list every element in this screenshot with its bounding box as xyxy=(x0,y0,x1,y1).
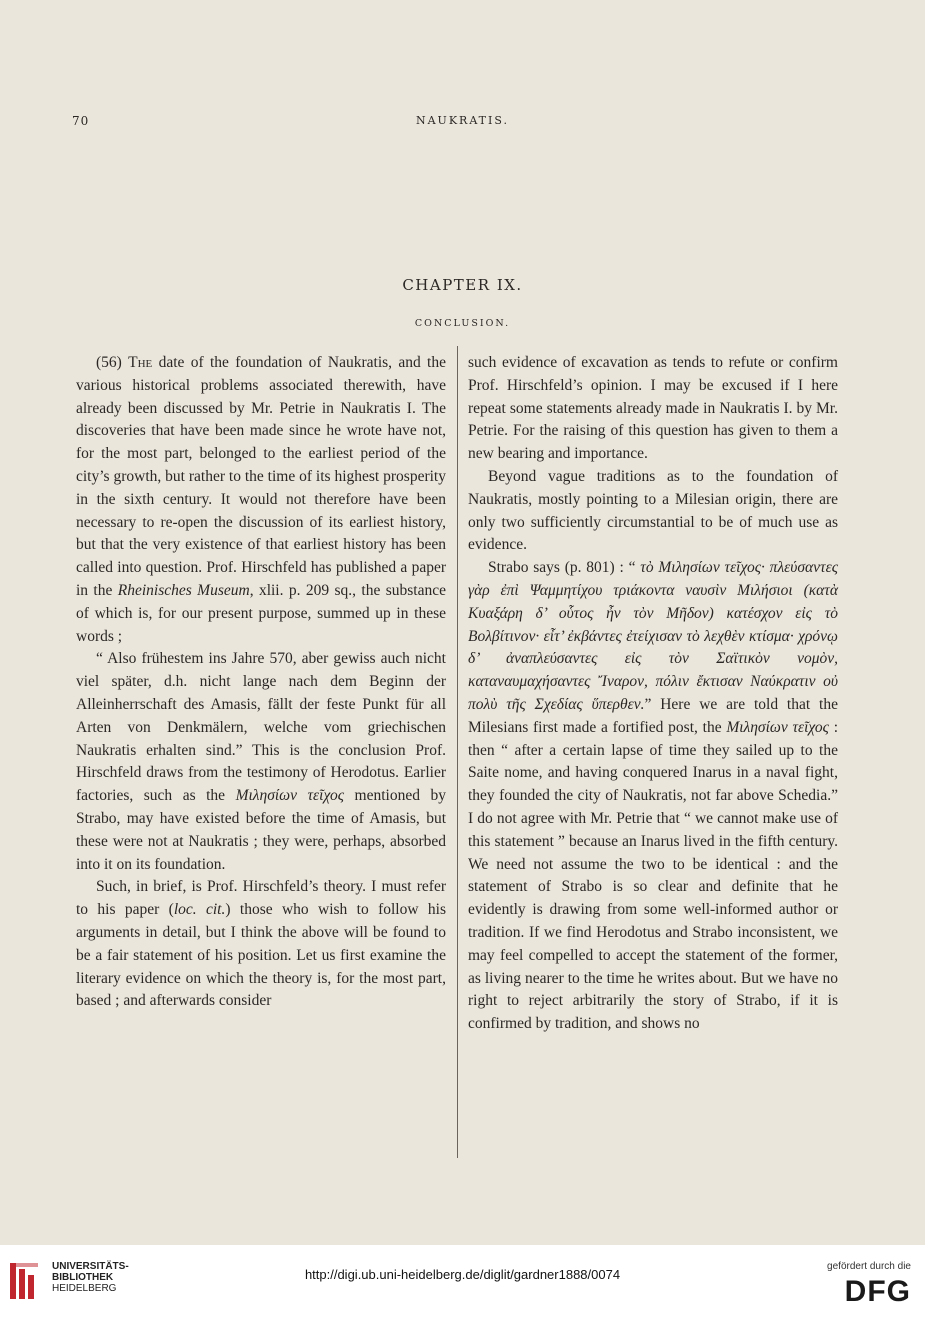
running-title: NAUKRATIS. xyxy=(415,114,509,127)
paragraph-text: : then “ after a certain lapse of time they sailed up to the Saite nome, and having conquered Inarus in a naval fight, they founded the city of Naukratis, not far above Schedia.” I do not agree with Mr. Petrie that “ we cannot make use of this statement ” because an Inarus lived in the fifth century. We need not assume the two to be identical : and the statement of Strabo is so clear and definite that he evidently is drawing from some well-informed author or tradition. If we find Herodotus and Strabo inconsistent, we may feel compelled to accept the statement of the former, as living nearer to the time he writes about. But we have no right to reject arbitrarily the story of Strabo, if it is confirmed by tradition, and shows no xyxy=(468,718,839,1033)
column-divider xyxy=(457,346,458,1158)
paragraph xyxy=(76,876,446,1013)
paragraph-text: , xlii. p. 209 sq., the substance of which is, for our present purpose, summed up in these words ; xyxy=(76,581,446,645)
paragraph-text: Such, in brief, is Prof. Hirschfeld’s theory. I must refer to his paper ( xyxy=(76,878,446,919)
funding-caption: gefördert durch die xyxy=(827,1261,911,1272)
italic-citation: loc. cit. xyxy=(173,901,226,919)
right-column xyxy=(468,352,838,1036)
paragraph xyxy=(76,352,446,648)
paragraph xyxy=(76,648,446,876)
paragraph xyxy=(468,557,838,1036)
greek-quotation: τὸ Μιλησίων τεῖχος· πλεύσαντες γὰρ ἐπὶ Ψαμμητίχου τριάκοντα ναυσὶν Μιλήσιοι (κατὰ Κυαξάρη δ’ οὗτος ἦν τὸν Μῆδον) κατέσχον εἰς τὸ Βολβίτινον· εἶτ’ ἐκβάντες ἐτείχισαν τὸ λεχθὲν κτίσμα· χρόνῳ δ’ ἀναπλεύσαντες εἰς τὸν Σαϊτικὸν νομὸν, καταναυμαχήσαντες Ἴναρον, πόλιν ἔκτισαν Ναύκρατιν οὐ πολὺ τῆς Σχεδίας ὕπερθεν. xyxy=(468,559,838,713)
source-url-link[interactable]: http://digi.ub.uni-heidelberg.de/diglit/gardner1888/0074 xyxy=(304,1267,621,1282)
greek-text: Μιλησίων τεῖχος xyxy=(235,787,345,805)
library-name-line: HEIDELBERG xyxy=(52,1283,117,1294)
library-name-line: BIBLIOTHEK xyxy=(52,1272,114,1283)
paragraph-text: date of the foundation of Naukratis, and the various historical problems associated therewith, have already been discussed by Mr. Petrie in Naukratis I. The discoveries that have been made since he wrote have not, for the most part, belonged to the earliest period of the city’s growth, but rather to the time of its highest prosperity in the sixth century. It would not therefore have been necessary to re-open the discussion of its earliest history, but that the very existence of that earliest history has been called into question. Prof. Hirschfeld has published a paper in the xyxy=(76,354,446,599)
paragraph-text: “ Also frühestem ins Jahre 570, aber gewiss auch nicht viel später, d.h. nicht lange nach dem Beginn der Alleinherrschaft des Amasis, fällt der feste Punkt für all Arten von Denkmälern, welche vom griechischen Naukratis erhalten sind.” This is the conclusion Prof. Hirschfeld draws from the testimony of Herodotus. Earlier factories, such as the xyxy=(76,650,446,805)
page-number: 70 xyxy=(72,114,90,128)
running-head xyxy=(0,114,925,134)
paragraph-text: ) those who wish to follow his arguments in detail, but I think the above will be found to be a fair statement of his position. Let us first examine the literary evidence on which the theory is, for the most part, based ; and afterwards consider xyxy=(76,901,446,1010)
left-column xyxy=(76,352,446,1013)
greek-text: Μιλησίων τεῖχος xyxy=(726,718,829,736)
chapter-subtitle: CONCLUSION. xyxy=(414,318,511,329)
library-name-line: UNIVERSITÄTS- xyxy=(52,1261,129,1272)
paragraph-number: (56) xyxy=(96,354,129,371)
dfg-logo: DFG xyxy=(844,1275,911,1308)
digitization-footer xyxy=(0,1245,925,1318)
small-caps-lead: The xyxy=(128,354,153,371)
paragraph: such evidence of excavation as tends to refute or confirm Prof. Hirschfeld’s opinion. I may be excused if I here repeat some statements already made in Naukratis I. by Mr. Petrie. For the raising of this question has given to them a new bearing and importance. xyxy=(468,354,838,463)
paragraph: Beyond vague traditions as to the foundation of Naukratis, mostly pointing to a Milesian origin, there are only two sufficiently circumstantial to be of much use as evidence. xyxy=(468,467,838,554)
paragraph-text: mentioned by Strabo, may have existed before the time of Amasis, but these were not at Naukratis ; they were, perhaps, absorbed into it on its foundation. xyxy=(76,787,446,873)
italic-title: Rheinisches Museum xyxy=(117,581,250,599)
chapter-title: CHAPTER IX. xyxy=(402,276,523,294)
paragraph-text: Strabo says (p. 801) : “ xyxy=(488,559,641,577)
paragraph-text: ” Here we are told that the Milesians first made a fortified post, the xyxy=(468,695,838,736)
